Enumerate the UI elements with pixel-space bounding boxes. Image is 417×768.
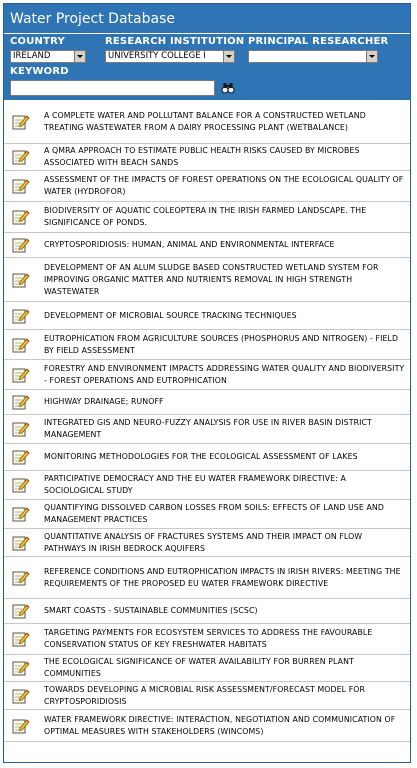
project-row[interactable]: [4, 529, 410, 557]
edit-note-icon[interactable]: [12, 660, 30, 676]
project-row[interactable]: [4, 100, 410, 144]
institution-select-value: UNIVERSITY COLLEGE I: [108, 51, 206, 61]
project-row[interactable]: [4, 599, 410, 624]
edit-note-icon[interactable]: [12, 631, 30, 647]
edit-note-icon[interactable]: [12, 535, 30, 551]
edit-note-icon[interactable]: [12, 394, 30, 410]
project-row[interactable]: [4, 390, 410, 415]
project-row[interactable]: [4, 710, 410, 742]
researcher-label: PRINCIPAL RESEARCHER: [248, 36, 389, 47]
project-row[interactable]: [4, 258, 410, 302]
project-title[interactable]: WATER FRAMEWORK DIRECTIVE: INTERACTION, NEGOTIATION AND COMMUNICATION OF OPTIMAL MEASURES WITH STAKEHOLDERS (WINCOMS): [44, 714, 396, 736]
project-row[interactable]: [4, 202, 410, 233]
project-title[interactable]: SMART COASTS - SUSTAINABLE COMMUNITIES (SCSC): [44, 606, 258, 615]
project-row[interactable]: [4, 171, 410, 202]
chevron-down-icon[interactable]: [366, 51, 377, 62]
edit-note-icon[interactable]: [12, 114, 30, 130]
institution-select[interactable]: [105, 50, 235, 63]
edit-note-icon[interactable]: [12, 449, 30, 465]
edit-note-icon[interactable]: [12, 209, 30, 225]
project-row[interactable]: [4, 302, 410, 330]
edit-note-icon[interactable]: [12, 718, 30, 734]
project-title[interactable]: CRYPTOSPORIDIOSIS: HUMAN, ANIMAL AND ENVIRONMENTAL INTERFACE: [44, 240, 335, 249]
project-list: [4, 100, 410, 742]
project-row[interactable]: [4, 682, 410, 710]
country-select-value: IRELAND: [13, 51, 51, 61]
page-title: Water Project Database: [4, 4, 410, 34]
keyword-label: KEYWORD: [10, 66, 69, 77]
chevron-down-icon[interactable]: [223, 51, 234, 62]
filter-bar: [4, 34, 410, 100]
project-row[interactable]: [4, 233, 410, 258]
project-title[interactable]: TOWARDS DEVELOPING A MICROBIAL RISK ASSESSMENT/FORECAST MODEL FOR CRYPTOSPORIDIOSIS: [44, 684, 366, 706]
binoculars-search-icon[interactable]: [221, 81, 235, 95]
project-row[interactable]: [4, 624, 410, 655]
project-title[interactable]: DEVELOPMENT OF AN ALUM SLUDGE BASED CONSTRUCTED WETLAND SYSTEM FOR IMPROVING ORGANIC MATTER AND NUTRIENTS REMOVAL IN HIGH STRENGTH WASTEWATER: [44, 262, 379, 296]
edit-note-icon[interactable]: [12, 149, 30, 165]
edit-note-icon[interactable]: [12, 570, 30, 586]
project-row[interactable]: [4, 500, 410, 529]
project-title[interactable]: A QMRA APPROACH TO ESTIMATE PUBLIC HEALTH RISKS CAUSED BY MICROBES ASSOCIATED WITH BEACH SANDS: [44, 146, 360, 167]
edit-note-icon[interactable]: [12, 688, 30, 704]
edit-note-icon[interactable]: [12, 506, 30, 522]
project-title[interactable]: INTEGRATED GIS AND NEURO-FUZZY ANALYSIS FOR USE IN RIVER BASIN DISTRICT MANAGEMENT: [44, 418, 372, 439]
edit-note-icon[interactable]: [12, 272, 30, 288]
project-title[interactable]: THE ECOLOGICAL SIGNIFICANCE OF WATER AVAILABILITY FOR BURREN PLANT COMMUNITIES: [44, 657, 354, 678]
project-row[interactable]: [4, 330, 410, 360]
country-label: COUNTRY: [10, 36, 65, 47]
project-title[interactable]: TARGETING PAYMENTS FOR ECOSYSTEM SERVICES TO ADDRESS THE FAVOURABLE CONSERVATION STATUS OF KEY FRESHWATER HABITATS: [44, 628, 373, 649]
edit-note-icon[interactable]: [12, 178, 30, 194]
edit-note-icon[interactable]: [12, 421, 30, 437]
edit-note-icon[interactable]: [12, 367, 30, 383]
keyword-input[interactable]: [10, 80, 215, 96]
project-row[interactable]: [4, 471, 410, 500]
edit-note-icon[interactable]: [12, 308, 30, 324]
water-project-database-panel: [3, 3, 411, 763]
project-title[interactable]: QUANTITATIVE ANALYSIS OF FRACTURES SYSTEMS AND THEIR IMPACT ON FLOW PATHWAYS IN IRISH BEDROCK AQUIFERS: [44, 531, 363, 553]
researcher-select[interactable]: [248, 50, 378, 63]
project-title[interactable]: EUTROPHICATION FROM AGRICULTURE SOURCES (PHOSPHORUS AND NITROGEN) - FIELD BY FIELD ASSESSMENT: [44, 333, 399, 355]
project-title[interactable]: BIODIVERSITY OF AQUATIC COLEOPTERA IN THE IRISH FARMED LANDSCAPE. THE SIGNIFICANCE OF PONDS.: [44, 206, 367, 227]
project-title[interactable]: PARTICIPATIVE DEMOCRACY AND THE EU WATER FRAMEWORK DIRECTIVE: A SOCIOLOGICAL STUDY: [44, 474, 346, 495]
chevron-down-icon[interactable]: [74, 51, 85, 62]
institution-label: RESEARCH INSTITUTION: [105, 36, 245, 47]
project-row[interactable]: [4, 360, 410, 390]
project-title[interactable]: HIGHWAY DRAINAGE; RUNOFF: [44, 397, 164, 406]
edit-note-icon[interactable]: [12, 337, 30, 353]
project-title[interactable]: FORESTRY AND ENVIRONMENT IMPACTS ADDRESSING WATER QUALITY AND BIODIVERSITY - FOREST OPERATIONS AND EUTROPHICATION: [44, 363, 405, 385]
project-title[interactable]: A COMPLETE WATER AND POLLUTANT BALANCE FOR A CONSTRUCTED WETLAND TREATING WASTEWATER FROM A DAIRY PROCESSING PLANT (WETBALANCE): [44, 110, 366, 132]
project-row[interactable]: [4, 415, 410, 444]
project-row[interactable]: [4, 144, 410, 171]
country-select[interactable]: [10, 50, 86, 63]
edit-note-icon[interactable]: [12, 237, 30, 253]
edit-note-icon[interactable]: [12, 477, 30, 493]
project-title[interactable]: QUANTIFYING DISSOLVED CARBON LOSSES FROM SOILS: EFFECTS OF LAND USE AND MANAGEMENT PRACTICES: [44, 503, 384, 524]
project-row[interactable]: [4, 557, 410, 599]
project-title[interactable]: REFERENCE CONDITIONS AND EUTROPHICATION IMPACTS IN IRISH RIVERS: MEETING THE REQUIREMENTS OF THE PROPOSED EU WATER FRAMEWORK DIRECTIVE: [44, 566, 401, 588]
project-title[interactable]: MONITORING METHODOLOGIES FOR THE ECOLOGICAL ASSESSMENT OF LAKES: [44, 452, 358, 461]
project-row[interactable]: [4, 655, 410, 682]
project-title[interactable]: ASSESSMENT OF THE IMPACTS OF FOREST OPERATIONS ON THE ECOLOGICAL QUALITY OF WATER (HYDROFOR): [44, 175, 404, 196]
edit-note-icon[interactable]: [12, 603, 30, 619]
project-title[interactable]: DEVELOPMENT OF MICROBIAL SOURCE TRACKING TECHNIQUES: [44, 310, 297, 320]
project-row[interactable]: [4, 444, 410, 471]
